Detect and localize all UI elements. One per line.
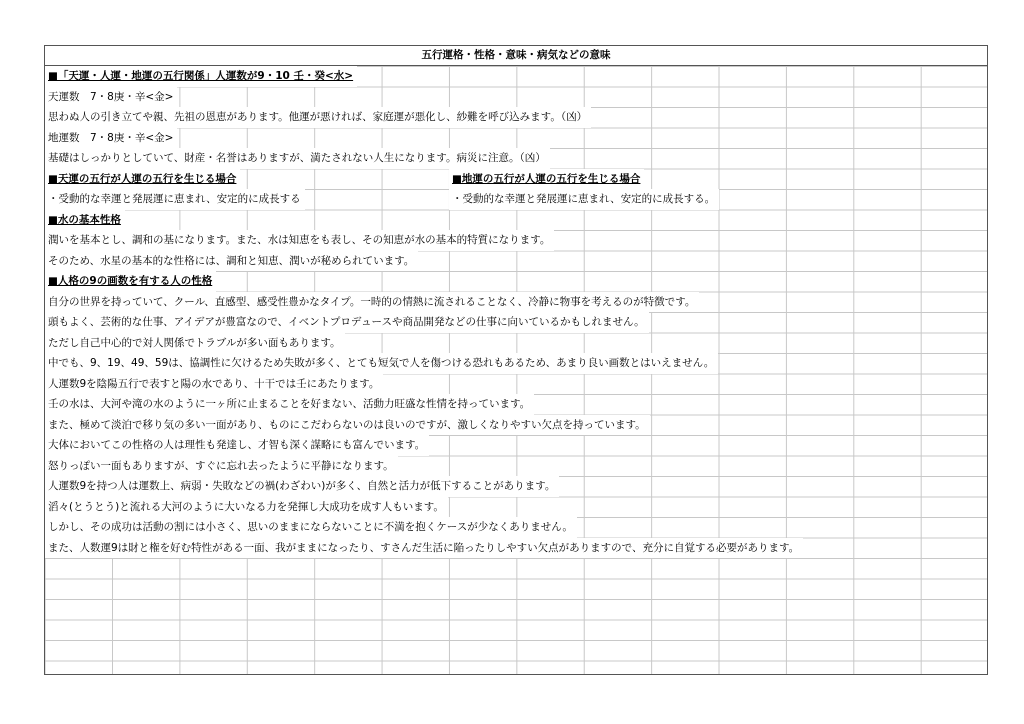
right-column-text: ・受動的な幸運と発展運に恵まれ、安定的に成長する。 bbox=[449, 189, 719, 210]
left-column-text: ・受動的な幸運と発展運に恵まれ、安定的に成長する bbox=[45, 189, 305, 210]
tenun-description: 思わぬ人の引き立てや親、先祖の恩恵があります。他運が悪ければ、家庭運が悪化し、紗難を呼び込みます。（凶） bbox=[45, 107, 591, 128]
water-line: 潤いを基本とし、調和の基になります。また、水は知恵をも表し、その知恵が水の基本的特質になります。 bbox=[45, 230, 554, 251]
section-heading-relation: ■「天運・人運・地運の五行関係」人運数が9・10 壬・癸<水> bbox=[45, 66, 357, 87]
nine-line: 頭もよく、芸術的な仕事、アイデアが豊富なので、イベントプロデュースや商品開発などの仕事に向いているかもしれません。 bbox=[45, 312, 649, 333]
nine-line: 壬の水は、大河や滝の水のように一ヶ所に止まることを好まない、活動力旺盛な性情を持っています。 bbox=[45, 394, 534, 415]
nine-line: 滔々(とうとう)と流れる大河のように大いなる力を発揮し大成功を成す人もいます。 bbox=[45, 497, 448, 518]
nine-line: また、極めて淡泊で移り気の多い一面があり、ものにこだわらないのは良いのですが、激しくなりやすい欠点を持っています。 bbox=[45, 415, 650, 436]
sheet-title: 五行運格・性格・意味・病気などの意味 bbox=[45, 46, 987, 66]
left-column-heading: ■天運の五行が人運の五行を生じる場合 bbox=[45, 169, 240, 190]
nine-line: 怒りっぽい一面もありますが、すぐに忘れ去ったように平静になります。 bbox=[45, 456, 398, 477]
tenun-number-line: 天運数 7・8庚・辛<金> bbox=[45, 87, 177, 108]
water-line: そのため、水星の基本的な性格には、調和と知恵、潤いが秘められています。 bbox=[45, 251, 418, 272]
right-column-heading: ■地運の五行が人運の五行を生じる場合 bbox=[449, 169, 644, 190]
water-heading: ■水の基本性格 bbox=[45, 210, 125, 231]
nine-line: 大体においてこの性格の人は理性も発達し、才智も深く謀略にも富んでいます。 bbox=[45, 435, 429, 456]
nine-line: 人運数9を持つ人は運数上、病弱・失敗などの禍(わざわい)が多く、自然と活力が低下することがあります。 bbox=[45, 476, 559, 497]
chiun-number-line: 地運数 7・8庚・辛<金> bbox=[45, 128, 177, 149]
nine-line: また、人数運9は財と権を好む特性がある一面、我がままになったり、すさんだ生活に陥ったりしやすい欠点がありますので、充分に自覚する必要があります。 bbox=[45, 538, 803, 559]
nine-line: ただし自己中心的で対人関係でトラブルが多い面もあります。 bbox=[45, 333, 345, 354]
nine-line: 人運数9を陰陽五行で表すと陽の水であり、十干では壬にあたります。 bbox=[45, 374, 383, 395]
nine-line: 自分の世界を持っていて、クール、直感型、感受性豊かなタイプ。一時的の情熱に流されることなく、冷静に物事を考えるのが特徴です。 bbox=[45, 292, 699, 313]
chiun-description: 基礎はしっかりとしていて、財産・名誉はありますが、満たされない人生になります。病災に注意。（凶） bbox=[45, 148, 550, 169]
spreadsheet-grid bbox=[44, 45, 988, 675]
nine-line: しかし、その成功は活動の割には小さく、思いのままにならないことに不満を抱くケースが少なくありません。 bbox=[45, 517, 577, 538]
nine-line: 中でも、9、19、49、59は、協調性に欠けるため失敗が多く、とても短気で人を傷つける恐れもあるため、あまり良い画数とはいえません。 bbox=[45, 353, 718, 374]
nine-heading: ■人格の9の画数を有する人の性格 bbox=[45, 271, 216, 292]
